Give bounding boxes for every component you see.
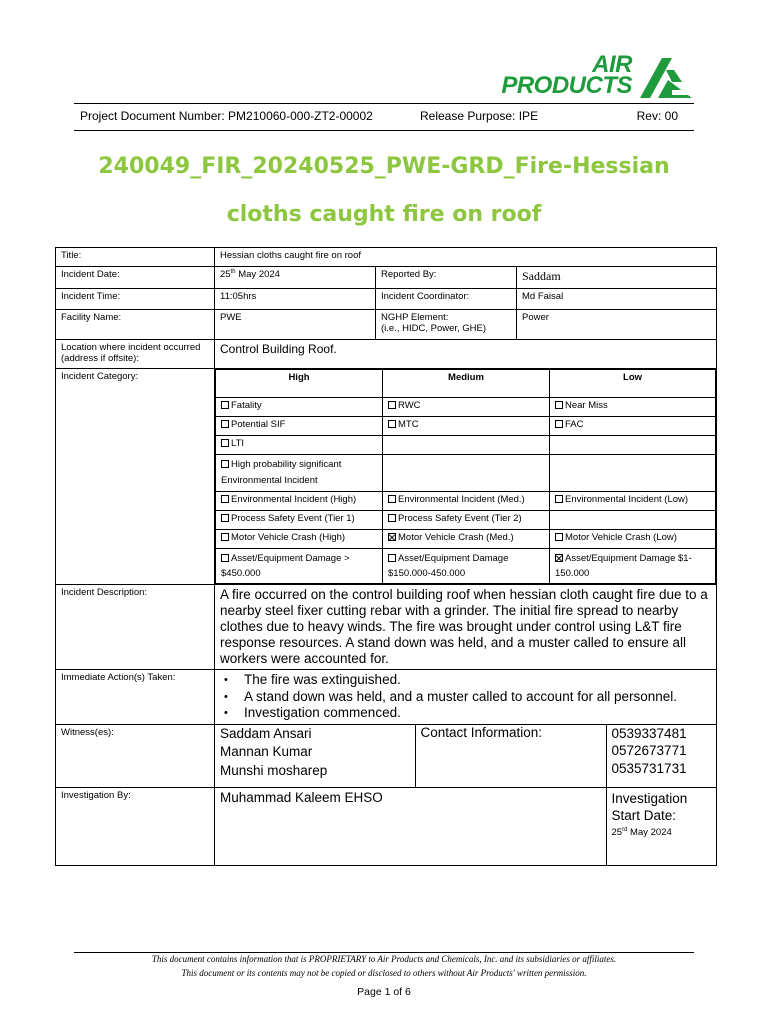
time-value: 11:05hrs	[215, 289, 376, 310]
pse-tier1-checkbox[interactable]	[221, 514, 229, 522]
page-title-line-1: 240049_FIR_20240525_PWE-GRD_Fire-Hessian	[98, 154, 670, 179]
facility-label: Facility Name:	[56, 310, 215, 340]
env-med-checkbox[interactable]	[388, 495, 396, 503]
cat-lti: LTI	[216, 436, 383, 455]
nghp-value: Power	[517, 310, 717, 340]
cat-low-header: Low	[550, 370, 716, 398]
env-low-checkbox[interactable]	[555, 495, 563, 503]
investigation-block	[215, 787, 717, 865]
contact-label: Contact Information:	[415, 725, 606, 787]
mvc-high-checkbox[interactable]	[221, 533, 229, 541]
contact-number: 0535731731	[611, 760, 687, 776]
cat-rwc: RWC	[383, 398, 550, 417]
logo-text	[501, 51, 632, 99]
nghp-label: NGHP Element: (i.e., HIDC, Power, GHE)	[376, 310, 517, 340]
cat-mtc: MTC	[383, 417, 550, 436]
cat-near-miss: Near Miss	[550, 398, 716, 417]
location-value: Control Building Roof.	[215, 340, 717, 369]
asset-low-checkbox-checked[interactable]	[555, 554, 563, 562]
cat-asset-high: Asset/Equipment Damage > $450.000	[216, 549, 383, 584]
cat-mvc-high: Motor Vehicle Crash (High)	[216, 530, 383, 549]
witness-block	[215, 724, 717, 787]
title-label: Title:	[56, 248, 215, 267]
rwc-checkbox[interactable]	[388, 401, 396, 409]
date-label: Incident Date:	[56, 267, 215, 289]
coordinator-value: Md Faisal	[517, 289, 717, 310]
cat-env-significant: High probability significant Environmental Incident	[216, 455, 383, 492]
cat-pse-tier2: Process Safety Event (Tier 2)	[383, 511, 550, 530]
witness-name: Munshi mosharep	[220, 762, 328, 778]
contact-number: 0572673771	[611, 743, 687, 758]
witness-names	[215, 725, 415, 787]
reported-label: Reported By:	[376, 267, 517, 289]
contact-number: 0539337481	[611, 725, 687, 741]
fatality-checkbox[interactable]	[221, 401, 229, 409]
title-value: Hessian cloths caught fire on roof	[215, 248, 717, 267]
asset-high-checkbox[interactable]	[221, 554, 229, 562]
facility-value: PWE	[215, 310, 376, 340]
coordinator-label: Incident Coordinator:	[376, 289, 517, 310]
page-number: Page 1 of 6	[357, 986, 411, 998]
footer-divider	[74, 952, 694, 953]
cat-potential-sif: Potential SIF	[216, 417, 383, 436]
cat-empty-1	[383, 436, 550, 455]
cat-empty-4	[550, 455, 716, 492]
env-significant-checkbox[interactable]	[221, 460, 229, 468]
cat-high-header: High	[216, 370, 383, 398]
doc-number: Project Document Number: PM210060-000-ZT2-00002	[80, 109, 373, 123]
witness-name: Saddam Ansari	[220, 725, 312, 741]
cat-fatality: Fatality	[216, 398, 383, 417]
potential-sif-checkbox[interactable]	[221, 420, 229, 428]
near-miss-checkbox[interactable]	[555, 401, 563, 409]
cat-env-low: Environmental Incident (Low)	[550, 492, 716, 511]
description-value: A fire occurred on the control building roof when hessian cloth caught fire due to a nearby steel fixer cutting rebar with a grinder. The initial fire spread to nearby clothes due to heavy winds. The fire was brought under control using L&T fire response resources. A stand down was held, and a muster called to ensure all workers were accounted for.	[215, 585, 717, 670]
incident-form-table	[55, 247, 717, 866]
cat-pse-tier1: Process Safety Event (Tier 1)	[216, 511, 383, 530]
document-header	[74, 103, 694, 131]
revision: Rev: 00	[636, 109, 678, 123]
witness-name: Mannan Kumar	[220, 744, 313, 759]
cat-empty-2	[550, 436, 716, 455]
actions-label: Immediate Action(s) Taken:	[56, 670, 215, 725]
fac-checkbox[interactable]	[555, 420, 563, 428]
investigation-date: 25rd May 2024	[611, 826, 672, 838]
cat-mvc-med: Motor Vehicle Crash (Med.)	[383, 530, 550, 549]
asset-med-checkbox[interactable]	[388, 554, 396, 562]
cat-medium-header: Medium	[383, 370, 550, 398]
env-high-checkbox[interactable]	[221, 495, 229, 503]
logo-line-2: PRODUCTS	[501, 72, 632, 99]
investigator-name: Muhammad Kaleem EHSO	[215, 788, 606, 865]
cat-asset-low: Asset/Equipment Damage $1- 150.000	[550, 549, 716, 584]
description-label: Incident Description:	[56, 585, 215, 670]
pse-tier2-checkbox[interactable]	[388, 514, 396, 522]
investigation-start: Investigation Start Date: 25rd May 2024	[606, 788, 716, 865]
footer-proprietary-1: This document contains information that is PROPRIETARY to Air Products and Chemicals, Inc. and its subsidiaries or affiliates.	[151, 954, 617, 964]
release-purpose: Release Purpose: IPE	[420, 109, 539, 123]
lti-checkbox[interactable]	[221, 439, 229, 447]
location-label: Location where incident occurred (address if offsite):	[56, 340, 215, 369]
witness-label: Witness(es):	[56, 724, 215, 787]
action-item: • A stand down was held, and a muster called to account for all personnel.	[244, 689, 711, 706]
mvc-low-checkbox[interactable]	[555, 533, 563, 541]
cat-env-med: Environmental Incident (Med.)	[383, 492, 550, 511]
cat-mvc-low: Motor Vehicle Crash (Low)	[550, 530, 716, 549]
actions-value	[215, 670, 717, 725]
contact-numbers	[606, 725, 716, 787]
cat-fac: FAC	[550, 417, 716, 436]
mtc-checkbox[interactable]	[388, 420, 396, 428]
cat-empty-3	[383, 455, 550, 492]
mvc-med-checkbox-checked[interactable]	[388, 533, 396, 541]
date-value: 25th May 2024	[215, 267, 376, 289]
category-grid	[215, 369, 717, 585]
air-products-logo	[484, 51, 696, 100]
category-label: Incident Category:	[56, 369, 215, 585]
cat-env-high: Environmental Incident (High)	[216, 492, 383, 511]
air-products-triangle-icon	[636, 56, 696, 100]
footer-proprietary-2: This document or its contents may not be copied or disclosed to others without Air Products' written permission.	[181, 968, 587, 978]
time-label: Incident Time:	[56, 289, 215, 310]
cat-empty-5	[550, 511, 716, 530]
investigation-label: Investigation By:	[56, 787, 215, 865]
action-item: • Investigation commenced.	[244, 705, 711, 722]
logo-line-1: AIR	[592, 51, 632, 78]
action-item: • The fire was extinguished.	[244, 672, 711, 689]
page-title-line-2: cloths caught fire on roof	[226, 202, 542, 227]
reported-value: Saddam	[517, 267, 717, 289]
cat-asset-med: Asset/Equipment Damage $150.000-450.000	[383, 549, 550, 584]
